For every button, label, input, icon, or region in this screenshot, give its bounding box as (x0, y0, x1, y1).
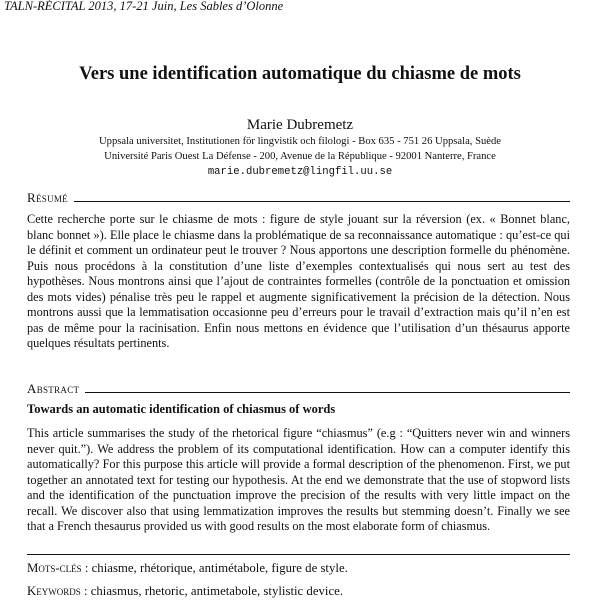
abstract-title: Towards an automatic identification of chiasmus of words (27, 402, 336, 416)
keywords-en-label: Keywords (27, 584, 81, 598)
keywords-fr-value: chiasme, rhétorique, antimétabole, figure de style. (91, 561, 348, 575)
author-name: Marie Dubremetz (246, 117, 354, 133)
affiliation-paris: Université Paris Ouest La Défense - 200, Avenue de la République - 92001 Nanterre, France (104, 151, 496, 162)
running-head: TALN-RÉCITAL 2013, 17-21 Juin, Les Sables d’Olonne (4, 0, 284, 13)
keywords-fr-label: Mots-clés (27, 561, 82, 575)
keywords-en-sep: : (80, 584, 91, 598)
affiliation-uppsala: Uppsala universitet, Institutionen för lingvistik och filologi - Box 635 - 751 26 Uppsala, Suède (99, 136, 501, 147)
abstract-text: This article summarises the study of the rhetorical figure “chiasmus” (e.g : “Quitters never win and winners never quit.”). We address the problem of its computational identification. How can a computer identify this automatically? For this purpose this article will provide a formal description of the phenomenon. First, we put together an annotated text for testing our hypothesis. At the end we demonstrate that the use of stopword lists and the identification of the punctuation improve the precision of the results with very little impact on the recall. We discover also that using lemmatization improves the results but stemming doesn’t. Finally we see that a French thesaurus provided us with good results on the most elaborate form of chiasmus. (27, 426, 570, 533)
paper-title: Vers une identification automatique du chiasme de mots (79, 64, 521, 84)
abstract-heading-rule (85, 392, 570, 393)
abstract-heading-label: Abstract (27, 381, 80, 396)
abstract-heading (27, 380, 570, 396)
resume-heading-rule (74, 201, 570, 202)
keywords-en (27, 584, 343, 599)
resume-heading (27, 189, 570, 205)
resume-text: Cette recherche porte sur le chiasme de mots : figure de style jouant sur la réversion (ex. « Bonnet blanc, blanc bonnet »). Elle place le chiasme dans la problématique de sa reconnaissance automatique : qu’est-ce qui le définit et comment un ordinateur peut le trouver ? Nous apportons une description formelle du phénomène. Puis nous procédons à la constitution d’une liste d’exemples contextualisés qui nous sert au test des hypothèses. Nous montrons ainsi que l’ajout de contraintes formelles (contrôle de la ponctuation et omission des mots vides) pénalise très peu le rappel et augmente significativement la précision de la détection. Nous montrons aussi que la lemmatisation occasionne peu d’erreurs pour le travail d’extraction mais qu’il n’en est pas de même pour la racinisation. Enfin nous mettons en évidence que l’utilisation d’un thésaurus apporte quelques résultats pertinents. (27, 212, 570, 350)
author-email[interactable]: marie.dubremetz@lingfil.uu.se (207, 166, 393, 178)
keywords-fr-sep: : (81, 561, 92, 575)
keywords-en-value: chiasmus, rhetoric, antimetabole, stylistic device. (90, 584, 344, 598)
resume-heading-label: Résumé (27, 190, 68, 205)
keywords-divider (27, 554, 570, 555)
keywords-fr (27, 561, 348, 576)
